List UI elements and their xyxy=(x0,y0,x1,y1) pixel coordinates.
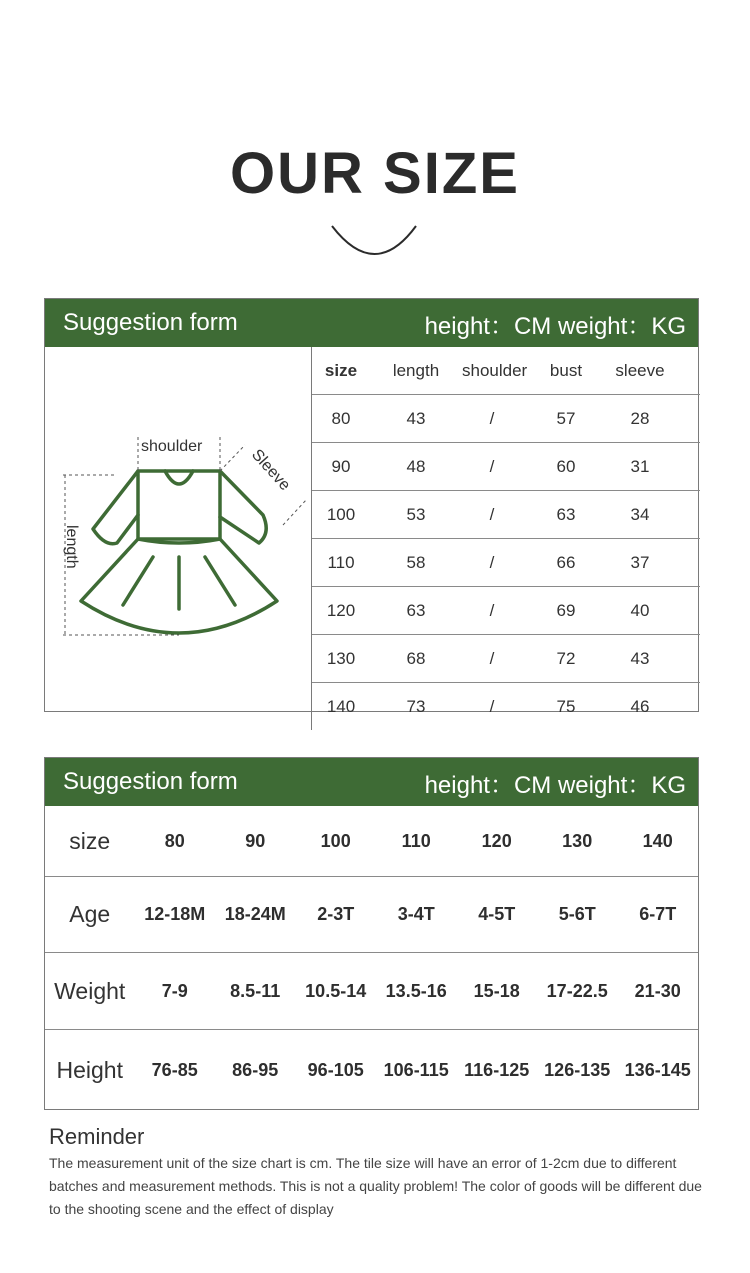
cell-value: 140 xyxy=(642,830,673,851)
cell-value: 4-5T xyxy=(478,904,516,924)
cell-value: 86-95 xyxy=(232,1059,279,1080)
cell-size: 90 xyxy=(331,456,351,476)
row-label: Age xyxy=(69,901,111,927)
cell-value: 18-24M xyxy=(224,904,286,924)
cell-bust: 69 xyxy=(556,600,576,620)
cell-length: 48 xyxy=(406,456,426,476)
header-length: length xyxy=(392,360,440,380)
cell-value: 106-115 xyxy=(383,1059,449,1080)
cell-size: 80 xyxy=(331,408,351,428)
length-label: length xyxy=(63,525,80,569)
age-weight-table xyxy=(45,806,698,1110)
cell-sleeve: 28 xyxy=(630,408,650,428)
table-row-weight xyxy=(45,953,698,1030)
cell-value: 136-145 xyxy=(624,1059,691,1080)
cell-size: 120 xyxy=(326,600,356,620)
cell-value: 76-85 xyxy=(151,1059,198,1080)
cell-value: 7-9 xyxy=(161,980,188,1001)
cell-sleeve: 31 xyxy=(630,456,650,476)
cell-value: 10.5-14 xyxy=(305,980,367,1001)
cell-shoulder: / xyxy=(489,696,495,716)
table-row xyxy=(312,635,700,683)
cell-value: 100 xyxy=(320,830,351,851)
reminder-text: The measurement unit of the size chart is cm. The tile size will have an error of 1-2cm due to different batches and measurement methods. This is not a quality problem! The color of goods will be different due to the shooting scene and the effect of display xyxy=(49,1155,702,1217)
header-shoulder: shoulder xyxy=(462,360,528,380)
cell-value: 90 xyxy=(245,830,266,851)
cell-value: 116-125 xyxy=(464,1059,530,1080)
table-row-age xyxy=(45,877,698,953)
cell-value: 126-135 xyxy=(544,1059,611,1080)
cell-value: 21-30 xyxy=(634,980,681,1001)
table-row xyxy=(312,443,700,491)
sleeve-label: Sleeve xyxy=(248,446,294,495)
header-sleeve: sleeve xyxy=(615,360,665,380)
cell-bust: 75 xyxy=(556,696,576,716)
cell-value: 13.5-16 xyxy=(385,980,447,1001)
cell-value: 8.5-11 xyxy=(230,980,281,1001)
cell-bust: 63 xyxy=(556,504,576,524)
form-header xyxy=(45,758,698,806)
cell-shoulder: / xyxy=(489,552,495,572)
cell-value: 12-18M xyxy=(144,904,206,924)
table-row-size xyxy=(45,806,698,877)
cell-shoulder: / xyxy=(489,600,495,620)
header-bust: bust xyxy=(549,360,583,380)
cell-length: 58 xyxy=(406,552,426,572)
form-label: Suggestion form xyxy=(63,309,238,336)
cell-length: 73 xyxy=(406,696,426,716)
cell-length: 53 xyxy=(406,504,426,524)
cell-shoulder: / xyxy=(489,504,495,524)
measurement-panel xyxy=(44,298,699,716)
shoulder-label: shoulder xyxy=(141,438,203,455)
cell-bust: 66 xyxy=(556,552,576,572)
table-row xyxy=(312,683,700,730)
row-label: Weight xyxy=(54,977,126,1004)
form-units: height：CM weight：KG xyxy=(424,771,686,799)
cell-length: 68 xyxy=(406,648,426,668)
cell-value: 130 xyxy=(562,830,593,851)
table-row xyxy=(312,395,700,443)
cell-value: 17-22.5 xyxy=(546,980,608,1001)
table-row xyxy=(312,491,700,539)
cell-value: 120 xyxy=(481,830,512,851)
cell-value: 2-3T xyxy=(317,904,355,924)
row-label: Height xyxy=(56,1056,123,1083)
table-row-height xyxy=(45,1030,698,1110)
cell-value: 3-4T xyxy=(397,904,435,924)
cell-size: 140 xyxy=(326,696,356,716)
cell-value: 6-7T xyxy=(639,904,677,924)
dress-diagram xyxy=(45,347,311,711)
table-row xyxy=(312,539,700,587)
row-label: size xyxy=(69,827,111,854)
cell-shoulder: / xyxy=(489,648,495,668)
cell-size: 100 xyxy=(326,504,356,524)
cell-sleeve: 43 xyxy=(630,648,650,668)
cell-sleeve: 46 xyxy=(630,696,650,716)
reminder-title: Reminder xyxy=(49,1124,145,1149)
cell-shoulder: / xyxy=(489,408,495,428)
table-header-row xyxy=(312,347,700,395)
cell-value: 110 xyxy=(401,830,431,851)
cell-bust: 72 xyxy=(556,648,576,668)
cell-size: 130 xyxy=(326,648,356,668)
page-title: OUR SIZE xyxy=(230,141,520,206)
age-weight-panel xyxy=(44,757,699,1110)
header-size: size xyxy=(324,360,358,380)
cell-bust: 57 xyxy=(556,408,576,428)
cell-length: 43 xyxy=(406,408,426,428)
cell-value: 96-105 xyxy=(307,1059,364,1080)
cell-bust: 60 xyxy=(556,456,576,476)
table-row xyxy=(312,587,700,635)
size-measurement-table xyxy=(311,347,700,730)
cell-value: 5-6T xyxy=(558,904,596,924)
cell-shoulder: / xyxy=(489,456,495,476)
smile-curve-icon xyxy=(330,222,420,258)
form-units: height：CM weight：KG xyxy=(424,312,686,340)
cell-sleeve: 37 xyxy=(630,552,650,572)
cell-length: 63 xyxy=(406,600,426,620)
form-header xyxy=(45,299,698,347)
cell-sleeve: 34 xyxy=(630,504,650,524)
cell-value: 80 xyxy=(164,830,185,851)
form-label: Suggestion form xyxy=(63,768,238,795)
cell-sleeve: 40 xyxy=(630,600,650,620)
cell-value: 15-18 xyxy=(473,980,520,1001)
cell-size: 110 xyxy=(327,552,355,572)
